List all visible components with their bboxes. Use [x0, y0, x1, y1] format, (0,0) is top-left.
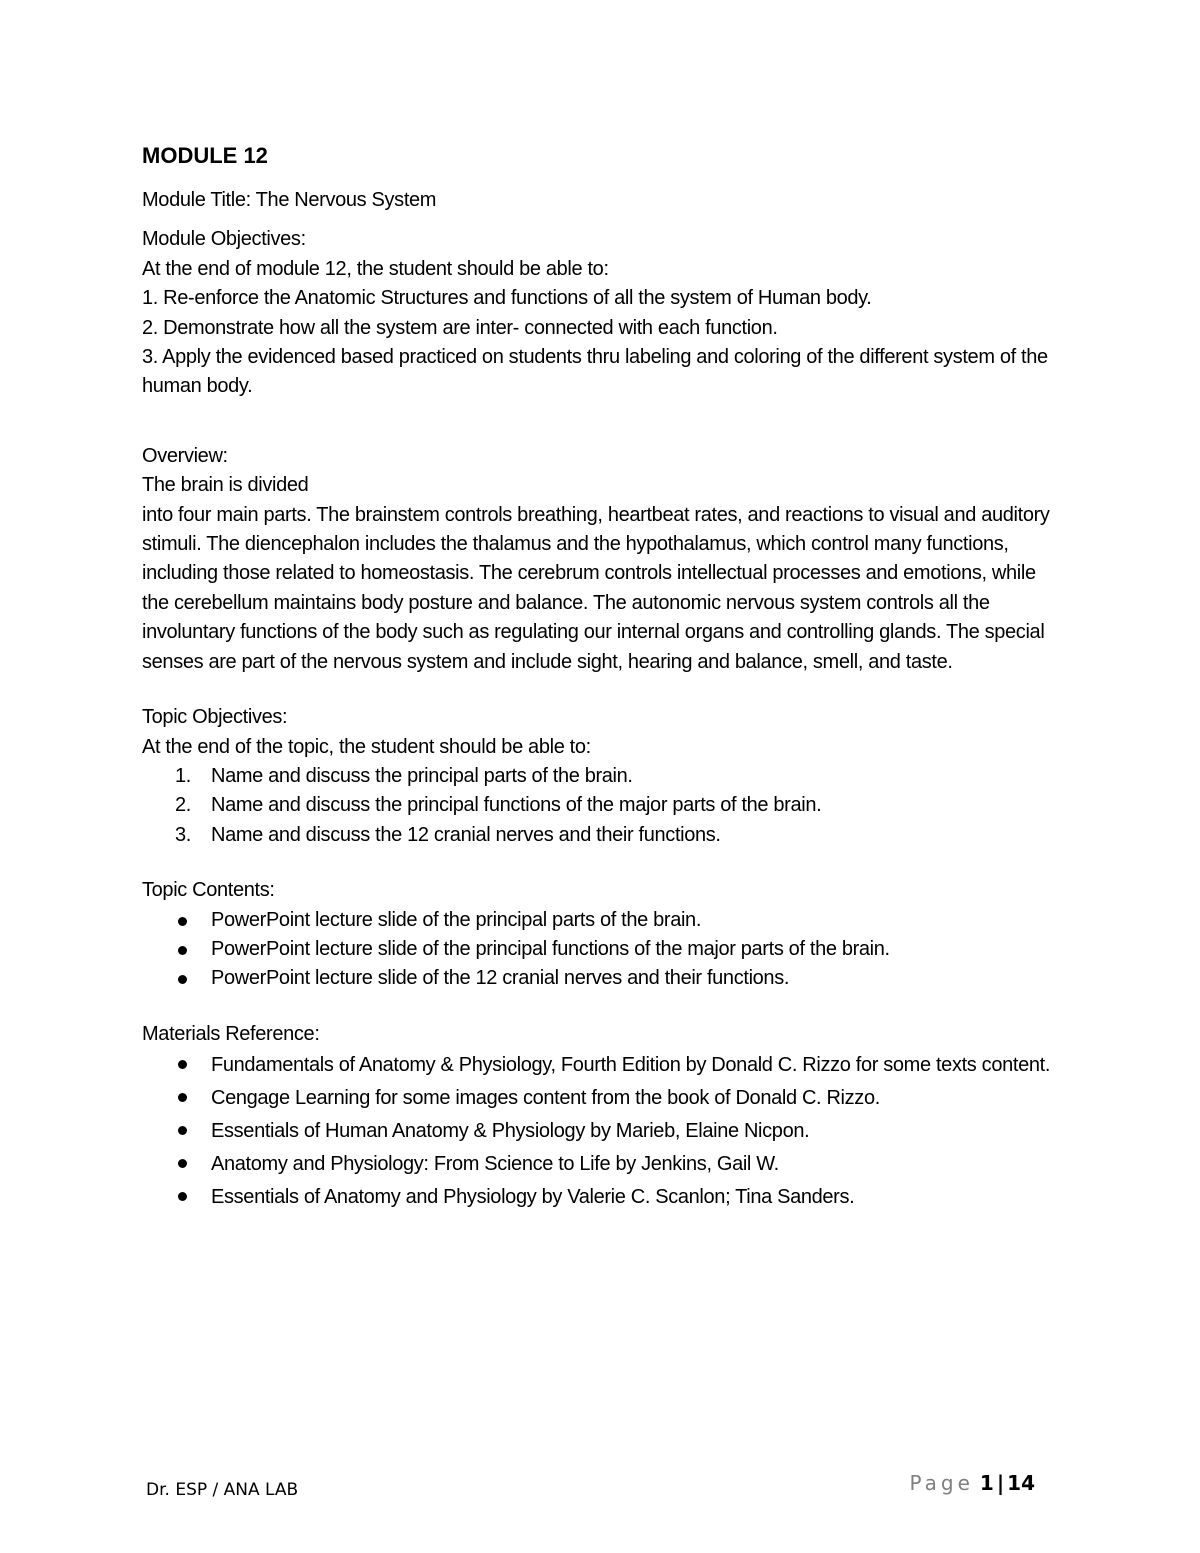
- list-item-text: Name and discuss the principal parts of the brain.: [211, 764, 633, 787]
- bullet-icon: [178, 917, 187, 926]
- bullet-icon: [178, 1126, 187, 1135]
- list-number: 1.: [175, 764, 191, 787]
- list-number: 2.: [175, 794, 191, 817]
- module-objective-item: 3. Apply the evidenced based practiced on students thru labeling and coloring of the different system of the: [142, 346, 1048, 369]
- list-number: 3.: [175, 823, 191, 846]
- module-objective-item: human body.: [142, 375, 253, 398]
- list-item-text: PowerPoint lecture slide of the principal functions of the major parts of the brain.: [211, 937, 890, 960]
- page-label: Page: [909, 1471, 974, 1495]
- overview-paragraph: [142, 501, 1082, 677]
- list-item: [142, 964, 1082, 993]
- overview-line: the cerebellum maintains body posture and balance. The autonomic nervous system controls all the: [142, 591, 990, 614]
- overview-line: senses are part of the nervous system and include sight, hearing and balance, smell, and taste.: [142, 650, 953, 673]
- module-objectives-label: Module Objectives:: [142, 228, 306, 251]
- bullet-icon: [178, 1159, 187, 1168]
- list-item: [142, 1115, 1082, 1148]
- module-objectives-section: [142, 225, 1082, 401]
- list-item-text: Name and discuss the 12 cranial nerves and their functions.: [211, 823, 721, 846]
- overview-line: stimuli. The diencephalon includes the thalamus and the hypothalamus, which control many functions,: [142, 533, 1009, 556]
- bullet-icon: [178, 1192, 187, 1201]
- overview-first-line: The brain is divided: [142, 474, 309, 497]
- page-number: [910, 1471, 1036, 1495]
- page-current: 1: [979, 1471, 994, 1495]
- overview-label: Overview:: [142, 444, 228, 467]
- materials-reference-label: Materials Reference:: [142, 1022, 320, 1045]
- list-item-text: Cengage Learning for some images content from the book of Donald C. Rizzo.: [211, 1087, 880, 1110]
- footer-author: Dr. ESP / ANA LAB: [146, 1480, 299, 1500]
- topic-objectives-section: [142, 703, 1082, 850]
- topic-contents-section: [142, 876, 1082, 994]
- list-item: [142, 762, 1082, 791]
- bullet-icon: [178, 975, 187, 984]
- overview-line: involuntary functions of the body such as regulating our internal organs and controlling glands. The special: [142, 621, 1045, 644]
- page-total: 14: [1007, 1471, 1035, 1495]
- module-title: Module Title: The Nervous System: [142, 189, 437, 211]
- materials-reference-list: [142, 1049, 1082, 1214]
- topic-contents-label: Topic Contents:: [142, 879, 275, 902]
- bullet-icon: [178, 1060, 187, 1069]
- list-item-text: Fundamentals of Anatomy & Physiology, Fourth Edition by Donald C. Rizzo for some texts content.: [211, 1054, 1051, 1077]
- bullet-icon: [178, 1093, 187, 1102]
- overview-line: into four main parts. The brainstem controls breathing, heartbeat rates, and reactions to visual and auditory: [142, 503, 1050, 526]
- list-item-text: Anatomy and Physiology: From Science to Life by Jenkins, Gail W.: [211, 1153, 779, 1176]
- list-item: [142, 906, 1082, 935]
- list-item-text: Essentials of Human Anatomy & Physiology by Marieb, Elaine Nicpon.: [211, 1120, 810, 1143]
- list-item-text: Essentials of Anatomy and Physiology by Valerie C. Scanlon; Tina Sanders.: [211, 1186, 855, 1209]
- overview-section: [142, 442, 1082, 677]
- module-objective-item: 1. Re-enforce the Anatomic Structures and functions of all the system of Human body.: [142, 287, 872, 310]
- list-item: [142, 821, 1082, 850]
- list-item-text: PowerPoint lecture slide of the 12 cranial nerves and their functions.: [211, 967, 790, 990]
- topic-objectives-list: [142, 762, 1082, 850]
- document-body: [142, 140, 1082, 1214]
- overview-line: including those related to homeostasis. The cerebrum controls intellectual processes and emotions, while: [142, 562, 1036, 585]
- list-item: [142, 1082, 1082, 1115]
- module-objective-item: 2. Demonstrate how all the system are inter- connected with each function.: [142, 316, 778, 339]
- bullet-icon: [178, 946, 187, 955]
- page-separator: |: [996, 1471, 1005, 1495]
- list-item: [142, 1148, 1082, 1181]
- list-item-text: Name and discuss the principal functions of the major parts of the brain.: [211, 794, 822, 817]
- module-objectives-intro: At the end of module 12, the student should be able to:: [142, 257, 609, 280]
- topic-objectives-intro: At the end of the topic, the student should be able to:: [142, 735, 591, 758]
- list-item: [142, 791, 1082, 820]
- list-item-text: PowerPoint lecture slide of the principal parts of the brain.: [211, 908, 702, 931]
- list-item: [142, 935, 1082, 964]
- list-item: [142, 1049, 1082, 1082]
- materials-reference-section: [142, 1020, 1082, 1214]
- topic-objectives-label: Topic Objectives:: [142, 706, 288, 729]
- module-heading: MODULE 12: [142, 143, 268, 168]
- topic-contents-list: [142, 906, 1082, 994]
- list-item: [142, 1181, 1082, 1214]
